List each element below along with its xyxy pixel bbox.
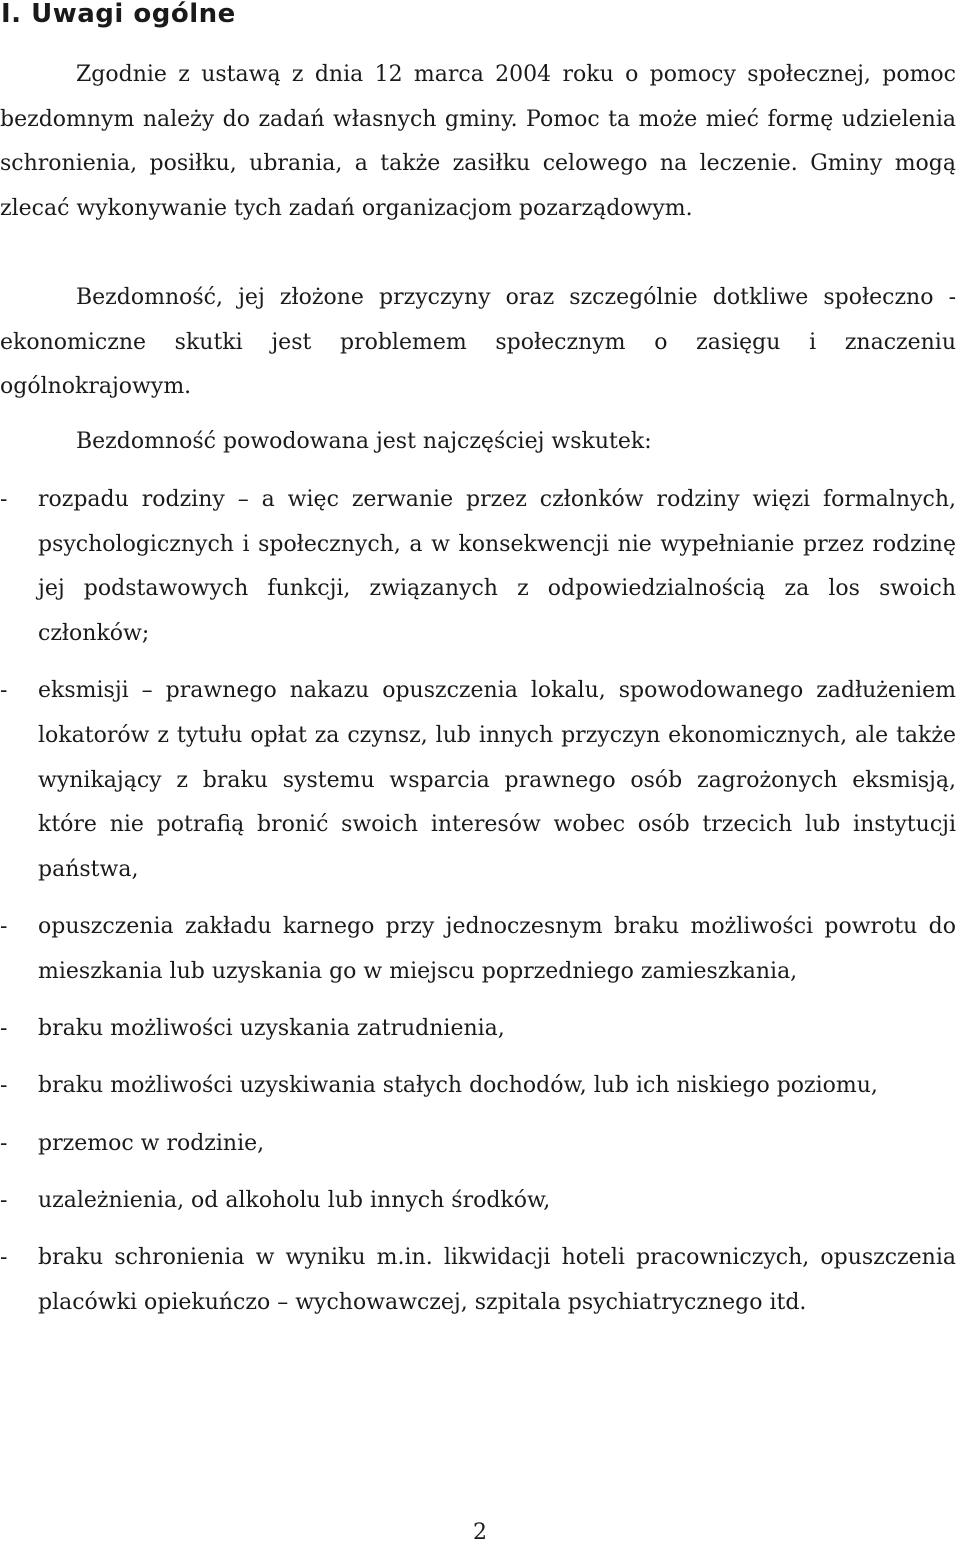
list-dash: - (0, 678, 8, 704)
page-number: 2 (473, 1520, 487, 1545)
paragraph-legal-basis: Zgodnie z ustawą z dnia 12 marca 2004 roku o pomocy społecznej, pomoc bezdomnym należy do zadań własnych gminy. Pomoc ta może mieć formę udzielenia schronienia, posiłku, ubrania, a także zasiłku celowego na leczenie. Gminy mogą zlecać wykonywanie tych zadań organizacjom pozarządowym. (0, 62, 956, 222)
list-item (0, 478, 956, 657)
paragraph-homelessness-problem: Bezdomność, jej złożone przyczyny oraz szczególnie dotkliwe społeczno - ekonomiczne skutki jest problemem społecznym o zasięgu i znaczeniu ogólnokrajowym. (0, 285, 956, 400)
list-dash: - (0, 914, 8, 940)
list-item (0, 1236, 956, 1325)
list-item-text: braku schronienia w wyniku m.in. likwidacji hoteli pracowniczych, opuszczenia placówki opiekuńczo – wychowawczej, szpitala psychiatrycznego itd. (38, 1245, 956, 1315)
list-dash: - (0, 487, 8, 512)
list-item-text: uzależnienia, od alkoholu lub innych środków, (38, 1187, 551, 1213)
list-dash: - (0, 1016, 8, 1042)
list-item (0, 1122, 956, 1167)
list-dash: - (0, 1130, 8, 1156)
list-item (0, 1007, 956, 1052)
list-item-text: rozpadu rodziny – a więc zerwanie przez członków rodziny więzi formalnych, psychologicznych i społecznych, a w konsekwencji nie wypełnianie przez rodzinę jej podstawowych funkcji, związanych z odpowiedzialnością za los swoich członków; (38, 487, 956, 647)
list-dash: - (0, 1073, 8, 1099)
list-item (0, 1179, 956, 1224)
section-heading: I. Uwagi ogólne (1, 0, 236, 29)
paragraph-causes-intro: Bezdomność powodowana jest najczęściej wskutek: (76, 429, 652, 454)
list-item (0, 669, 956, 893)
list-item-text: opuszczenia zakładu karnego przy jednoczesnym braku możliwości powrotu do mieszkania lub uzyskania go w miejscu poprzedniego zamieszkania, (38, 914, 956, 985)
causes-list (0, 478, 956, 1338)
list-dash: - (0, 1245, 8, 1271)
list-item-text: braku możliwości uzyskiwania stałych dochodów, lub ich niskiego poziomu, (38, 1073, 878, 1099)
list-item (0, 1064, 956, 1109)
list-item-text: eksmisji – prawnego nakazu opuszczenia lokalu, spowodowanego zadłużeniem lokatorów z tytułu opłat za czynsz, lub innych przyczyn ekonomicznych, ale także wynikający z braku systemu wsparcia prawnego osób zagrożonych eksmisją, które nie potrafią bronić swoich interesów wobec osób trzecich lub instytucji państwa, (38, 678, 956, 883)
list-item (0, 905, 956, 994)
list-item-text: braku możliwości uzyskania zatrudnienia, (38, 1016, 505, 1042)
list-dash: - (0, 1187, 8, 1213)
list-item-text: przemoc w rodzinie, (38, 1130, 265, 1156)
